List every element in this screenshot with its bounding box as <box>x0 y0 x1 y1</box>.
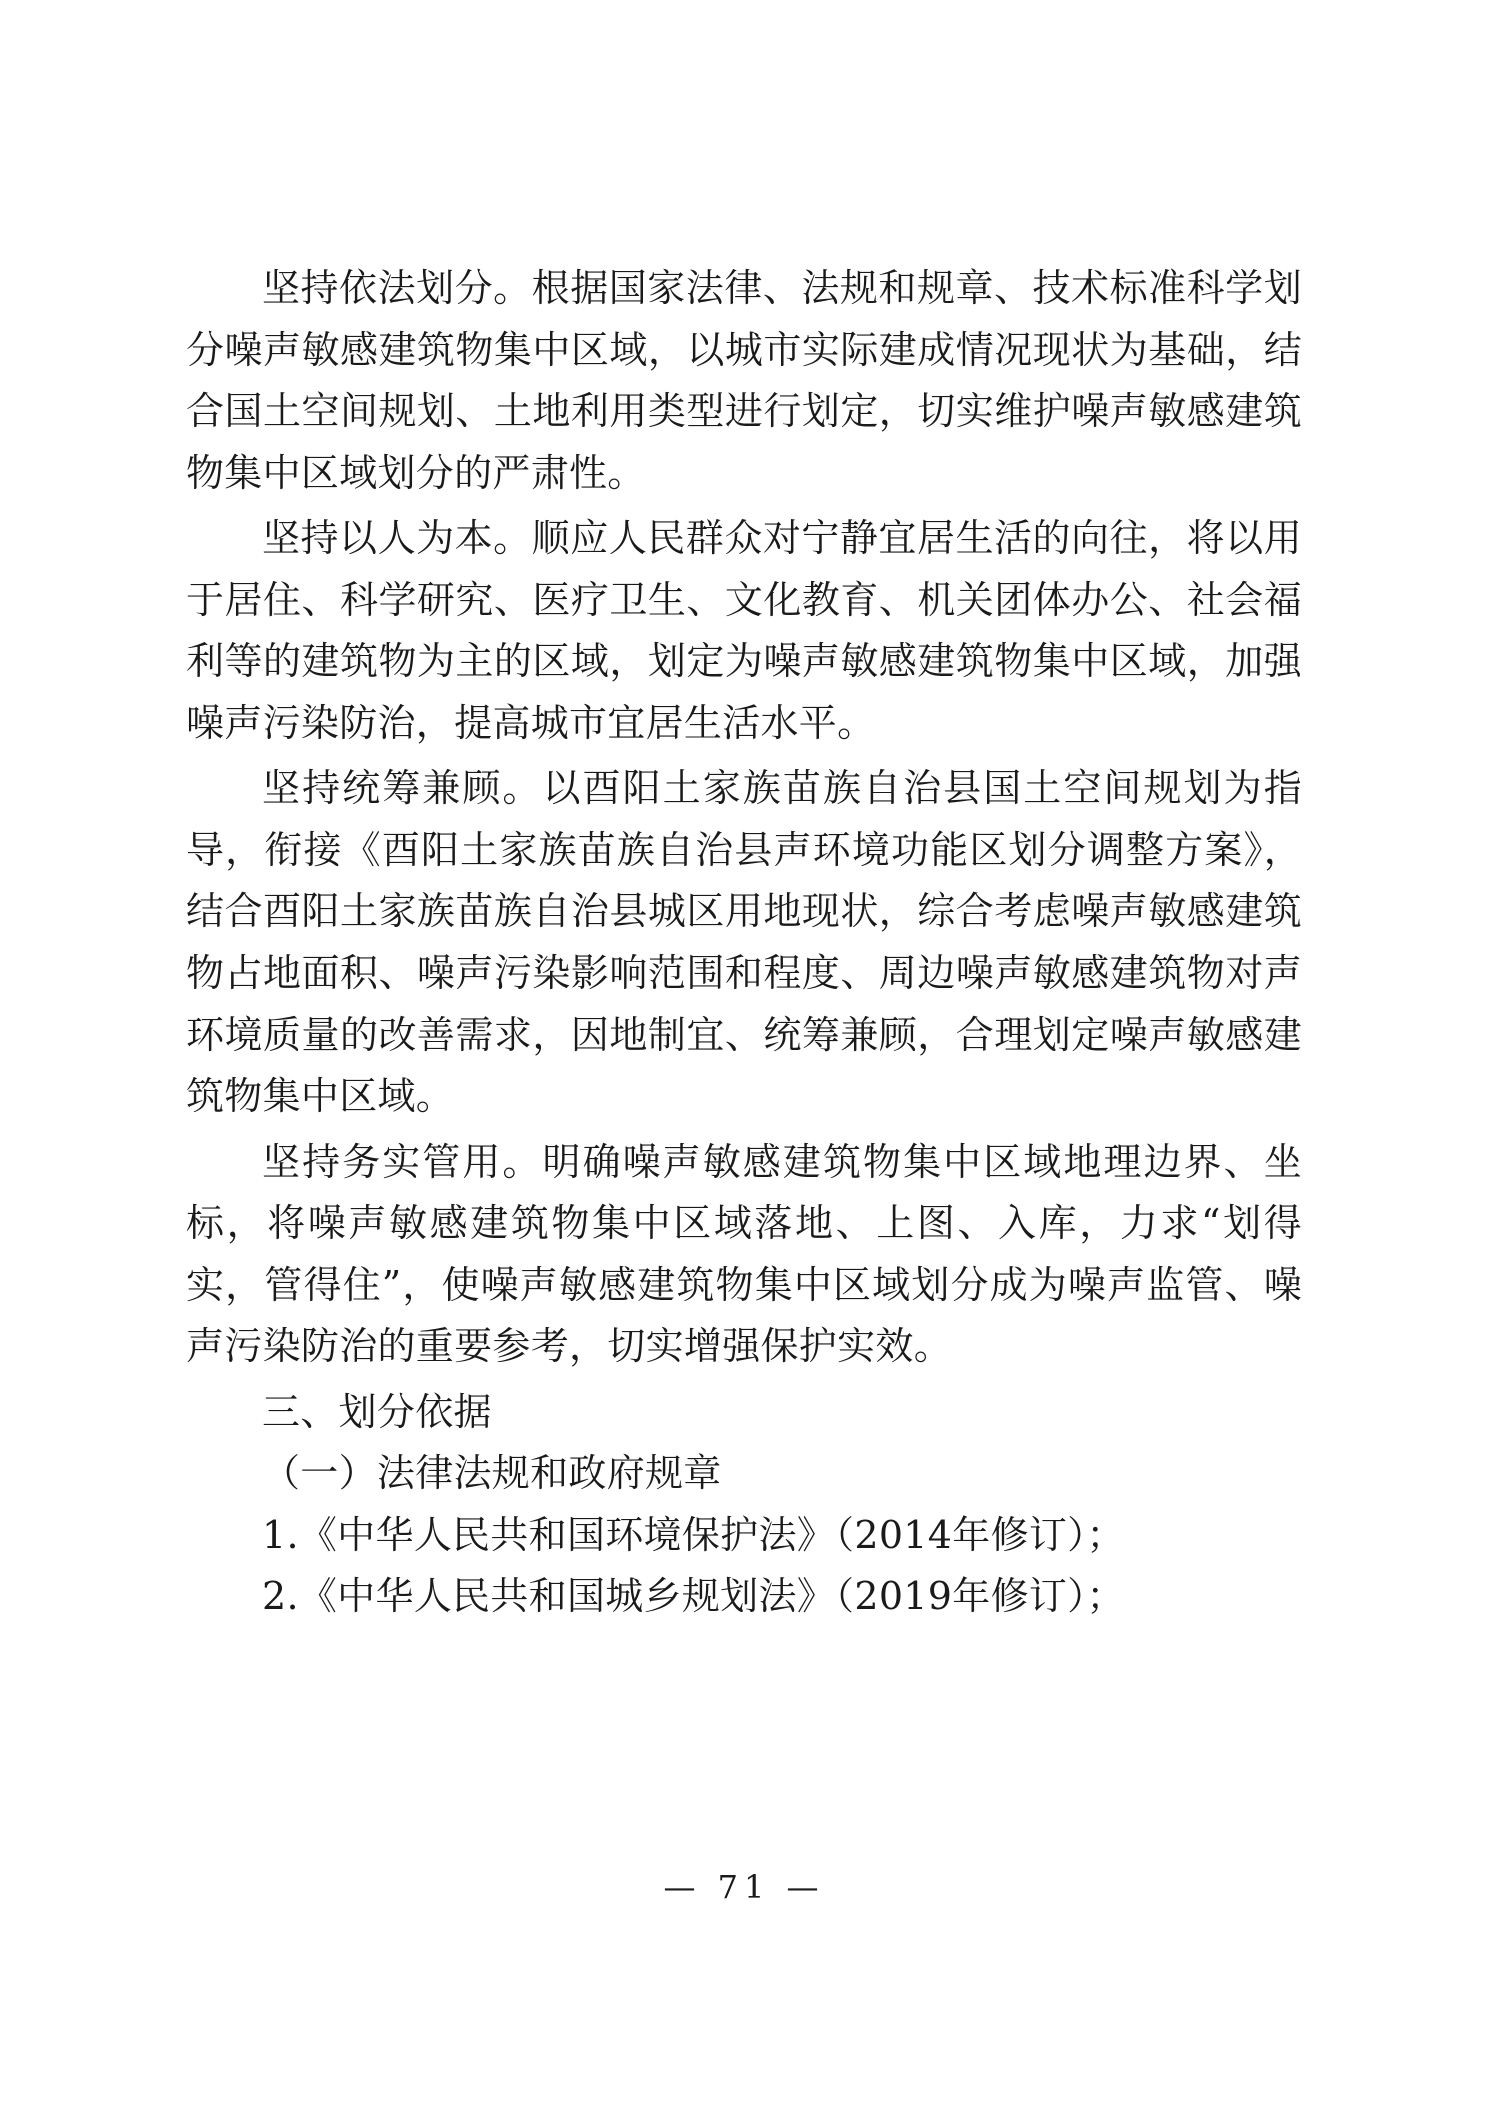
paragraph-principle-4: 坚持务实管用。明确噪声敏感建筑物集中区域地理边界、坐标，将噪声敏感建筑物集中区域落地、上图、入库，力求“划得实，管得住”，使噪声敏感建筑物集中区域划分成为噪声监管、噪声污染防治的重要参考，切实增强保护实效。 <box>186 1139 1302 1369</box>
section-heading: 三、划分依据 <box>262 1389 492 1434</box>
sub-heading: （一）法律法规和政府规章 <box>262 1451 722 1496</box>
list-item: 2.《中华人民共和国城乡规划法》（2019年修订）； <box>262 1574 1125 1619</box>
page-number: — 71 — <box>663 1868 825 1906</box>
list-item: 1.《中华人民共和国环境保护法》（2014年修订）； <box>262 1512 1125 1557</box>
paragraph-principle-1: 坚持依法划分。根据国家法律、法规和规章、技术标准科学划分噪声敏感建筑物集中区域，以城市实际建成情况现状为基础，结合国土空间规划、土地利用类型进行划定，切实维护噪声敏感建筑物集中区域划分的严肃性。 <box>186 266 1302 495</box>
page-content <box>186 258 1302 1628</box>
paragraph-principle-2: 坚持以人为本。顺应人民群众对宁静宜居生活的向往，将以用于居住、科学研究、医疗卫生、文化教育、机关团体办公、社会福利等的建筑物为主的区域，划定为噪声敏感建筑物集中区域，加强噪声污染防治，提高城市宜居生活水平。 <box>186 516 1302 745</box>
paragraph-principle-3: 坚持统筹兼顾。以酉阳土家族苗族自治县国土空间规划为指导，衔接《酉阳土家族苗族自治县声环境功能区划分调整方案》，结合酉阳土家族苗族自治县城区用地现状，综合考虑噪声敏感建筑物占地面积、噪声污染影响范围和程度、周边噪声敏感建筑物对声环境质量的改善需求，因地制宜、统筹兼顾，合理划定噪声敏感建筑物集中区域。 <box>186 766 1302 1119</box>
